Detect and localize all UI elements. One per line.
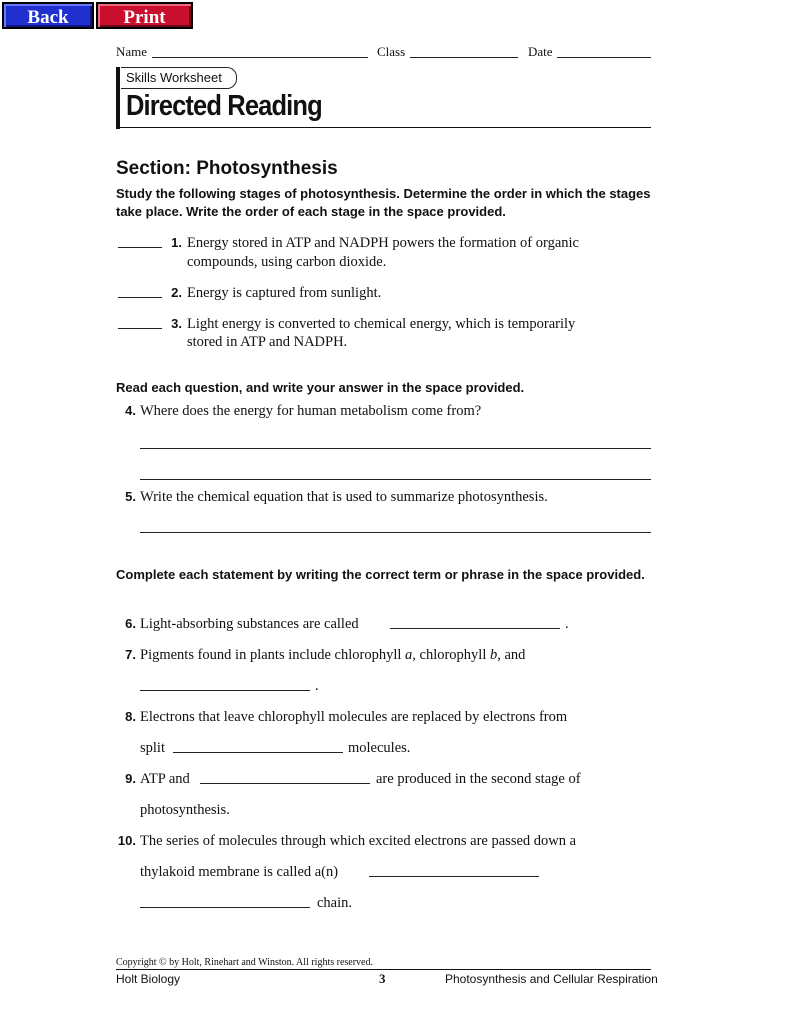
skills-worksheet-tab: Skills Worksheet [121, 67, 237, 89]
back-button[interactable]: Back [2, 2, 94, 29]
page-number: 3 [379, 971, 386, 986]
question-1-line1: Energy stored in ATP and NADPH powers the formation of organic [187, 235, 579, 251]
question-9-post: are produced in the second stage of [376, 771, 581, 787]
q7-part-pre: Pigments found in plants include chlorophyll [140, 647, 406, 663]
answer-line-4a[interactable] [140, 448, 651, 449]
answer-blank-9[interactable] [200, 783, 370, 784]
title-divider [120, 127, 651, 128]
question-10-after: chain. [317, 895, 353, 911]
question-number-7: 7. [125, 647, 136, 662]
answer-blank-8[interactable] [173, 752, 343, 753]
q7-italic-b: b [490, 647, 498, 663]
answer-blank-7[interactable] [140, 690, 310, 691]
title-bar [116, 67, 120, 129]
answer-blank-10b[interactable] [140, 907, 310, 908]
question-number-3: 3. [171, 316, 182, 331]
question-10-line2: thylakoid membrane is called a(n) [140, 864, 339, 880]
print-button[interactable]: Print [96, 2, 193, 29]
name-label: Name [116, 44, 148, 59]
question-number-10: 10. [117, 833, 136, 848]
question-8-line1: Electrons that leave chlorophyll molecules are replaced by electrons from [140, 709, 568, 725]
answer-blank-3[interactable] [118, 328, 162, 329]
instructions-part3: Complete each statement by writing the correct term or phrase in the space provided. [116, 567, 645, 582]
answer-line-4b[interactable] [140, 479, 651, 480]
copyright-notice: Copyright © by Holt, Rinehart and Winston. All rights reserved. [116, 957, 373, 968]
instructions-part1: Study the following stages of photosynthesis. Determine the order in which the stages take place. Write the order of each stage in the space provided. [116, 186, 651, 219]
instructions-part2: Read each question, and write your answer in the space provided. [116, 380, 525, 395]
question-4-text: Where does the energy for human metabolism come from? [140, 403, 482, 419]
question-8-split: split [140, 740, 165, 756]
question-number-2: 2. [171, 285, 182, 300]
question-8-after: molecules. [348, 740, 411, 756]
footer-book-title: Holt Biology [116, 972, 181, 986]
question-2-text: Energy is captured from sunlight. [187, 285, 382, 301]
question-number-6: 6. [125, 616, 136, 631]
class-field[interactable] [410, 57, 518, 58]
question-6-text: Light-absorbing substances are called [140, 616, 359, 632]
answer-blank-1[interactable] [118, 247, 162, 248]
question-9-pre: ATP and [140, 771, 190, 787]
question-3-line1: Light energy is converted to chemical energy, which is temporarily [187, 316, 576, 332]
answer-line-5[interactable] [140, 532, 651, 533]
question-number-5: 5. [125, 489, 136, 504]
date-label: Date [528, 44, 553, 59]
question-7-period: . [315, 678, 319, 694]
footer-divider [116, 969, 651, 970]
question-number-9: 9. [125, 771, 136, 786]
question-9-line2: photosynthesis. [140, 802, 230, 818]
question-10-line1: The series of molecules through which excited electrons are passed down a [140, 833, 577, 849]
question-7-text [140, 646, 525, 665]
question-number-1: 1. [171, 235, 182, 250]
class-label: Class [377, 44, 406, 59]
date-field[interactable] [557, 57, 651, 58]
q7-part-mid: , chlorophyll [412, 647, 490, 663]
answer-blank-6[interactable] [390, 628, 560, 629]
question-number-4: 4. [125, 403, 136, 418]
answer-blank-2[interactable] [118, 297, 162, 298]
answer-blank-10a[interactable] [369, 876, 539, 877]
question-1-line2: compounds, using carbon dioxide. [187, 254, 387, 270]
question-6-period: . [565, 616, 569, 632]
name-field[interactable] [152, 57, 368, 58]
question-number-8: 8. [125, 709, 136, 724]
footer-chapter-title: Photosynthesis and Cellular Respiration [445, 972, 658, 986]
q7-part-post: , and [497, 647, 526, 663]
page-title: Directed Reading [126, 90, 322, 122]
question-5-text: Write the chemical equation that is used to summarize photosynthesis. [140, 489, 548, 505]
q7-italic-a: a [405, 647, 413, 663]
section-title: Section: Photosynthesis [116, 158, 338, 179]
question-3-line2: stored in ATP and NADPH. [187, 334, 348, 350]
